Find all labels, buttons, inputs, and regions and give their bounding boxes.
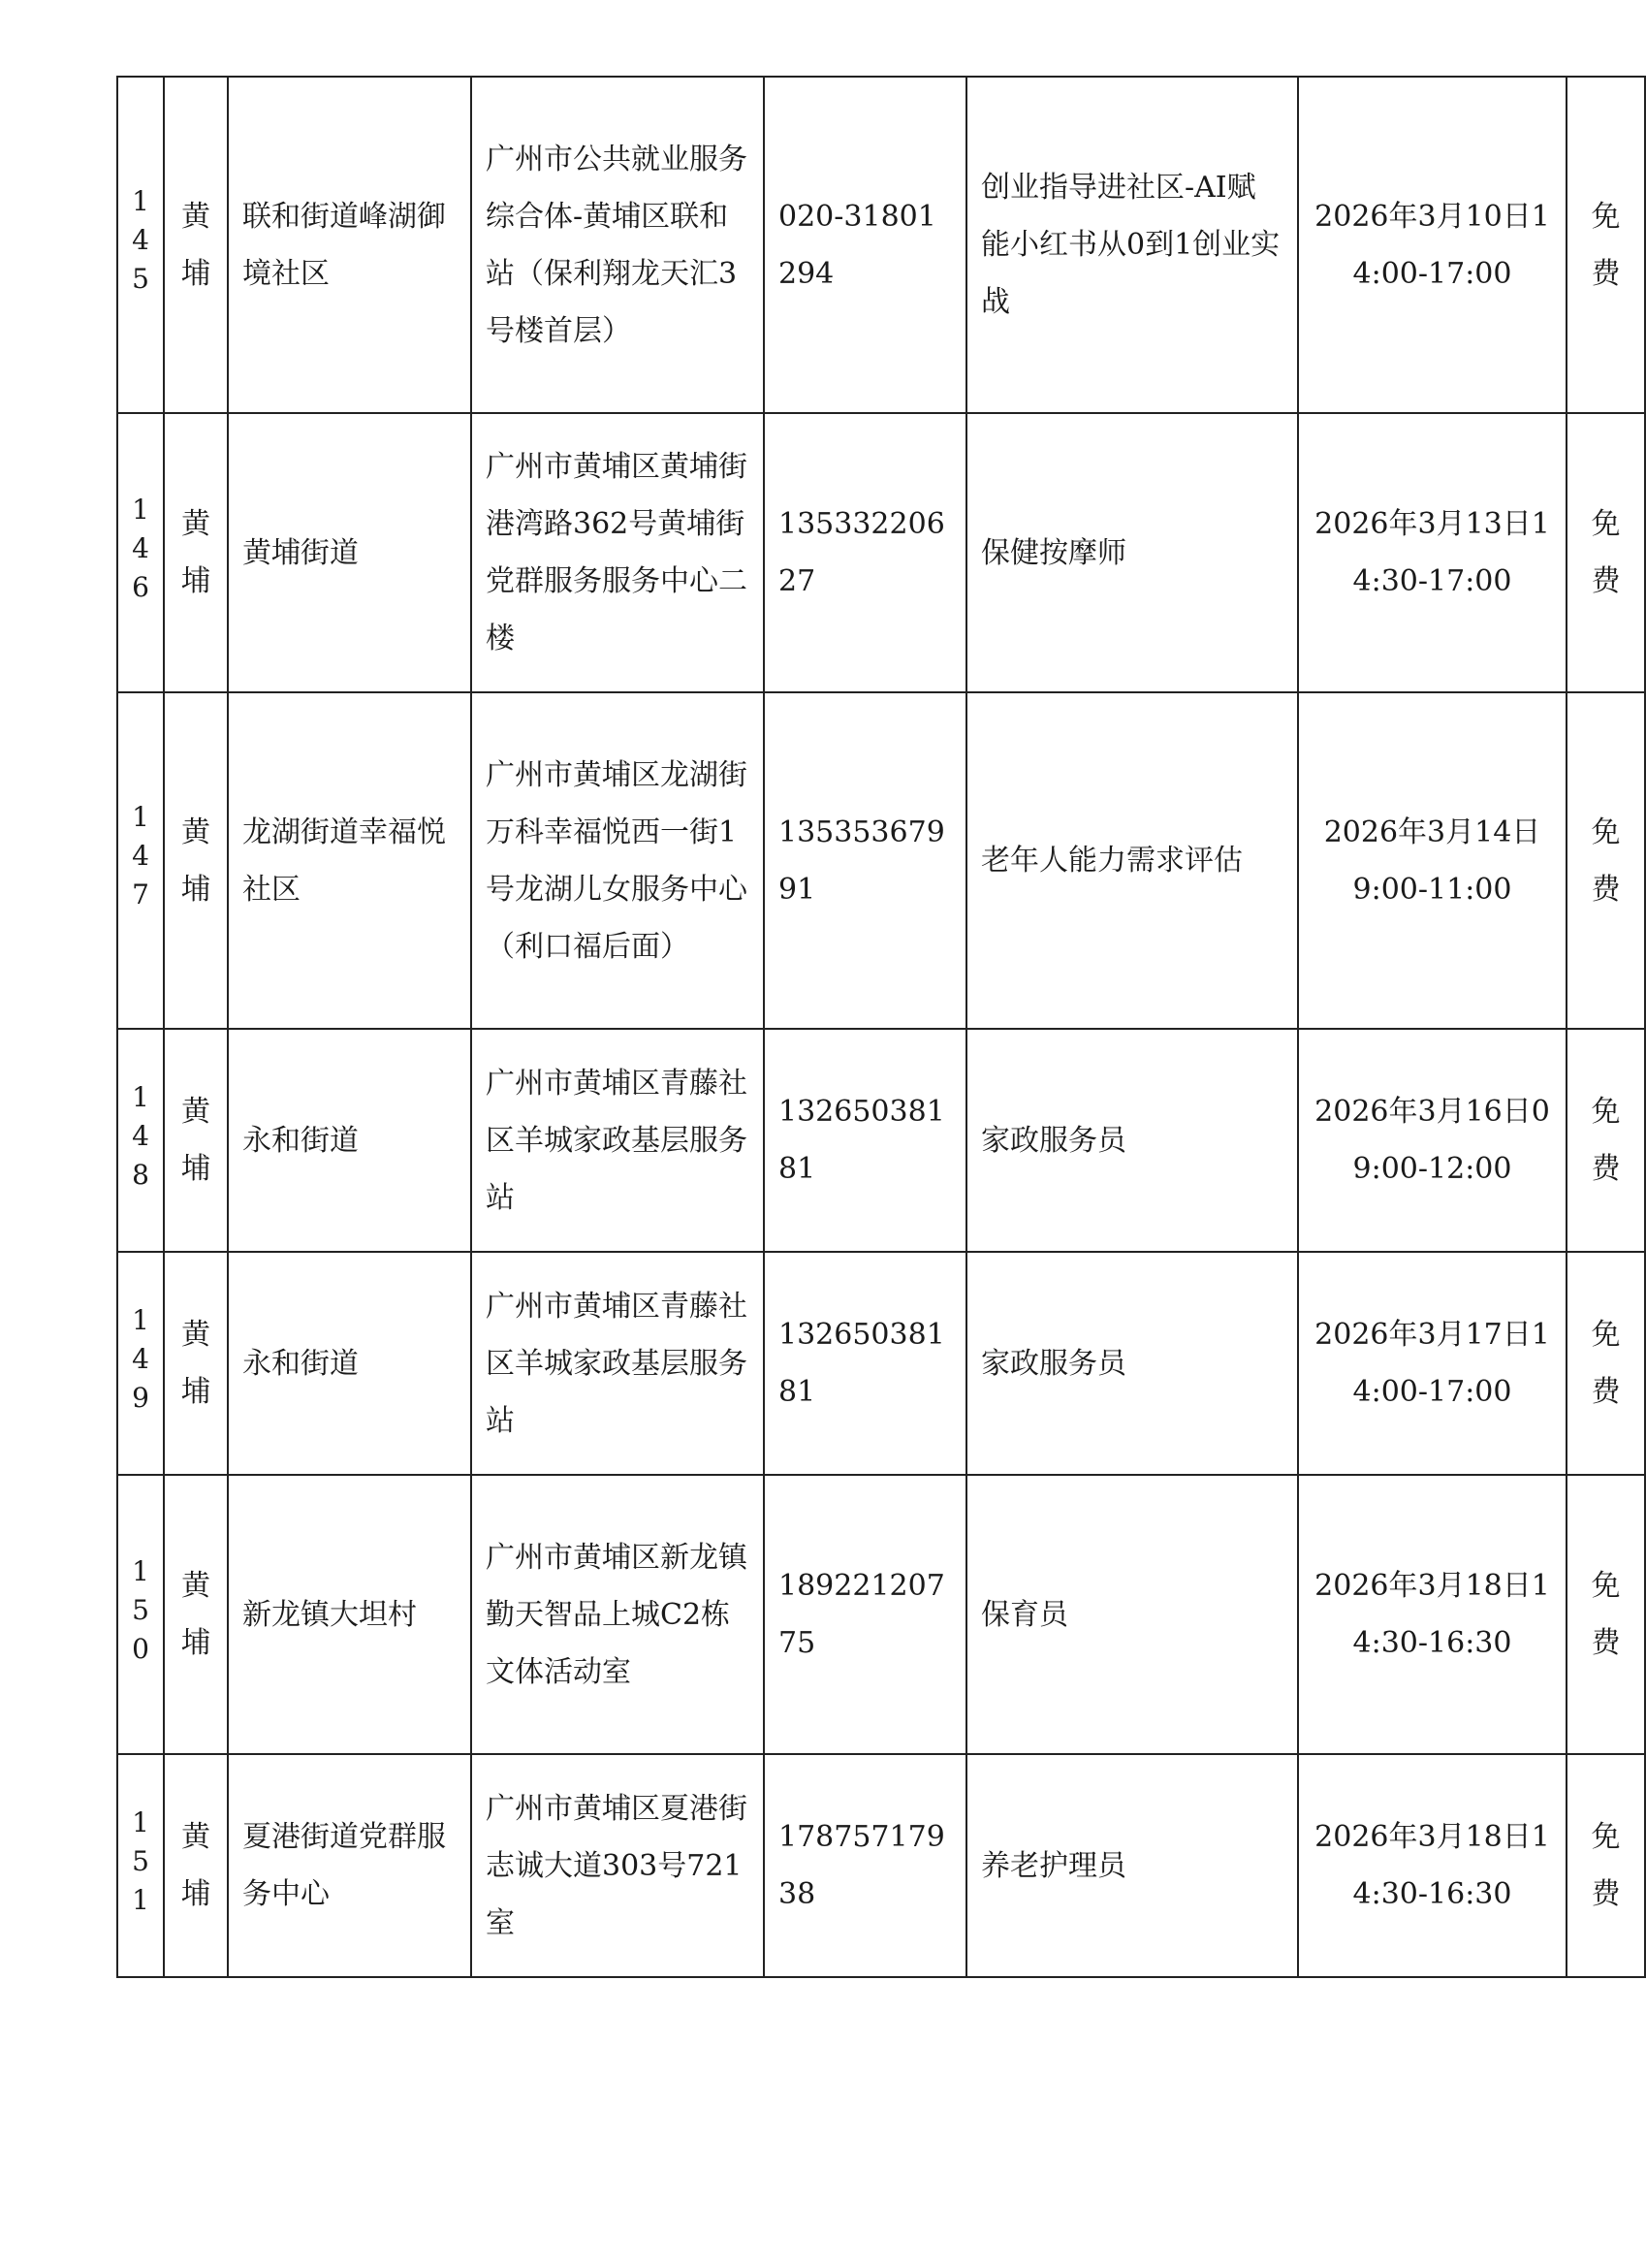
- time-cell: 2026年3月18日14:30-16:30: [1298, 1475, 1567, 1754]
- district: 黄埔: [181, 1820, 210, 1911]
- time-cell: 2026年3月16日09:00-12:00: [1298, 1029, 1567, 1252]
- row-index: 145: [132, 185, 149, 295]
- fee: 免费: [1591, 1820, 1621, 1911]
- row-index: 149: [132, 1303, 149, 1414]
- address-cell: 广州市黄埔区青藤社区羊城家政基层服务站: [471, 1252, 764, 1475]
- table-row: [117, 1475, 1645, 1754]
- row-index-cell: [117, 1252, 164, 1475]
- fee-cell: [1567, 77, 1645, 413]
- street-cell: 龙湖街道幸福悦社区: [228, 692, 471, 1029]
- topic-cell: 创业指导进社区-AI赋能小红书从0到1创业实战: [966, 77, 1298, 413]
- fee: 免费: [1591, 199, 1621, 291]
- street-cell: 新龙镇大坦村: [228, 1475, 471, 1754]
- phone-cell: 13265038181: [764, 1252, 966, 1475]
- fee: 免费: [1591, 815, 1621, 907]
- address-cell: 广州市黄埔区青藤社区羊城家政基层服务站: [471, 1029, 764, 1252]
- street-cell: 黄埔街道: [228, 413, 471, 692]
- row-index: 151: [132, 1805, 149, 1916]
- row-index: 147: [132, 801, 149, 910]
- district: 黄埔: [181, 199, 210, 291]
- address-cell: 广州市公共就业服务综合体-黄埔区联和站（保利翔龙天汇3号楼首层）: [471, 77, 764, 413]
- table-row: [117, 1754, 1645, 1977]
- fee: 免费: [1591, 1095, 1621, 1186]
- street-cell: 永和街道: [228, 1029, 471, 1252]
- fee-cell: [1567, 1029, 1645, 1252]
- time-cell: 2026年3月17日14:00-17:00: [1298, 1252, 1567, 1475]
- address-cell: 广州市黄埔区龙湖街万科幸福悦西一街1号龙湖儿女服务中心（利口福后面）: [471, 692, 764, 1029]
- table-row: [117, 77, 1645, 413]
- row-index-cell: [117, 692, 164, 1029]
- row-index-cell: [117, 1029, 164, 1252]
- district: 黄埔: [181, 1318, 210, 1409]
- fee-cell: [1567, 1754, 1645, 1977]
- address-cell: 广州市黄埔区夏港街志诚大道303号721室: [471, 1754, 764, 1977]
- district: 黄埔: [181, 507, 210, 598]
- row-index-cell: [117, 1475, 164, 1754]
- fee: 免费: [1591, 507, 1621, 598]
- topic-cell: 老年人能力需求评估: [966, 692, 1298, 1029]
- phone-cell: 17875717938: [764, 1754, 966, 1977]
- fee-cell: [1567, 1252, 1645, 1475]
- topic-cell: 保健按摩师: [966, 413, 1298, 692]
- schedule-table-body: [117, 77, 1645, 1977]
- district-cell: [164, 1252, 228, 1475]
- table-row: [117, 1029, 1645, 1252]
- district-cell: [164, 1754, 228, 1977]
- time-cell: 2026年3月18日14:30-16:30: [1298, 1754, 1567, 1977]
- phone-cell: 18922120775: [764, 1475, 966, 1754]
- row-index-cell: [117, 77, 164, 413]
- fee: 免费: [1591, 1569, 1621, 1660]
- table-row: [117, 1252, 1645, 1475]
- row-index-cell: [117, 413, 164, 692]
- table-row: [117, 692, 1645, 1029]
- time-cell: 2026年3月14日9:00-11:00: [1298, 692, 1567, 1029]
- district: 黄埔: [181, 815, 210, 907]
- street-cell: 夏港街道党群服务中心: [228, 1754, 471, 1977]
- district-cell: [164, 413, 228, 692]
- street-cell: 联和街道峰湖御境社区: [228, 77, 471, 413]
- time-cell: 2026年3月13日14:30-17:00: [1298, 413, 1567, 692]
- address-cell: 广州市黄埔区黄埔街港湾路362号黄埔街党群服务服务中心二楼: [471, 413, 764, 692]
- row-index: 148: [132, 1080, 149, 1191]
- phone-cell: 13533220627: [764, 413, 966, 692]
- row-index-cell: [117, 1754, 164, 1977]
- phone-cell: 13535367991: [764, 692, 966, 1029]
- topic-cell: 家政服务员: [966, 1029, 1298, 1252]
- row-index: 150: [132, 1554, 149, 1665]
- address-cell: 广州市黄埔区新龙镇勤天智品上城C2栋文体活动室: [471, 1475, 764, 1754]
- fee: 免费: [1591, 1318, 1621, 1409]
- fee-cell: [1567, 1475, 1645, 1754]
- district-cell: [164, 1475, 228, 1754]
- topic-cell: 养老护理员: [966, 1754, 1298, 1977]
- topic-cell: 保育员: [966, 1475, 1298, 1754]
- topic-cell: 家政服务员: [966, 1252, 1298, 1475]
- schedule-table: [116, 76, 1646, 1978]
- time-cell: 2026年3月10日14:00-17:00: [1298, 77, 1567, 413]
- fee-cell: [1567, 413, 1645, 692]
- district: 黄埔: [181, 1095, 210, 1186]
- phone-cell: 13265038181: [764, 1029, 966, 1252]
- fee-cell: [1567, 692, 1645, 1029]
- table-row: [117, 413, 1645, 692]
- phone-cell: 020-31801294: [764, 77, 966, 413]
- district: 黄埔: [181, 1569, 210, 1660]
- district-cell: [164, 1029, 228, 1252]
- street-cell: 永和街道: [228, 1252, 471, 1475]
- row-index: 146: [132, 493, 149, 603]
- district-cell: [164, 77, 228, 413]
- district-cell: [164, 692, 228, 1029]
